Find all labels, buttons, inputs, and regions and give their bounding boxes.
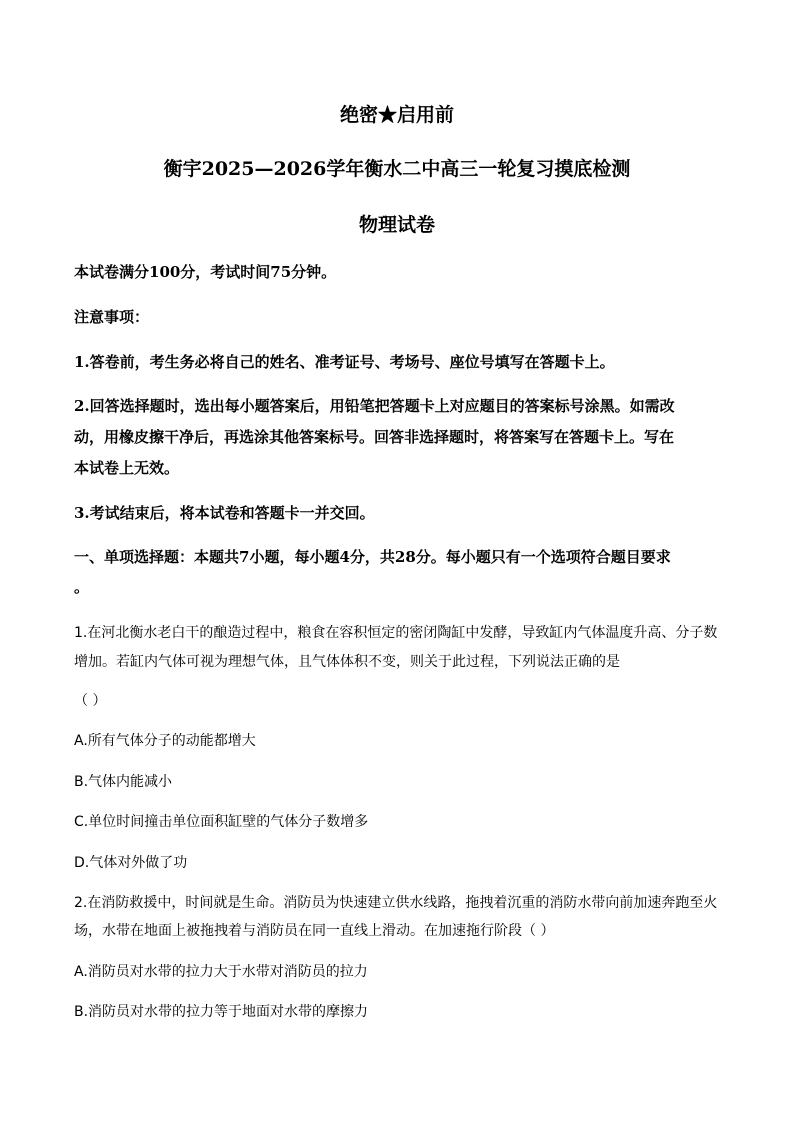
q1-stem-line-1: 1.在河北衡水老白干的酿造过程中，粮食在容积恒定的密闭陶缸中发酵，导致缸内气体温度升高、分子数: [74, 625, 718, 641]
q1-stem-line-2: 增加。若缸内气体可视为理想气体，且气体体积不变，则关于此过程，下列说法正确的是: [74, 654, 620, 670]
q2-option-b: B.消防员对水带的拉力等于地面对水带的摩擦力: [74, 1004, 369, 1020]
q1-option-d: D.气体对外做了功: [74, 855, 188, 871]
notice-item-2: 2.回答选择题时，选出每小题答案后，用铅笔把答题卡上对应题目的答案标号涂黑。如需改: [74, 397, 675, 415]
q1-option-a: A.所有气体分子的动能都增大: [74, 733, 256, 749]
q1-option-b: B.气体内能减小: [74, 774, 173, 790]
subject-title: 物理试卷: [358, 214, 435, 236]
q1-option-c: C.单位时间撞击单位面积缸壁的气体分子数增多: [74, 814, 369, 830]
notice-item-1: 1.答卷前，考生务必将自己的姓名、准考证号、考场号、座位号填写在答题卡上。: [74, 353, 615, 371]
notice-item-2-end: 本试卷上无效。: [74, 459, 180, 477]
q2-stem-line-2: 场，水带在地面上被拖拽着与消防员在同一直线上滑动。在加速拖行阶段（ ）: [74, 923, 555, 939]
section-heading: 一、单项选择题：本题共7小题，每小题4分，共28分。每小题只有一个选项符合题目要求: [74, 548, 671, 566]
notice-item-3: 3.考试结束后，将本试卷和答题卡一并交回。: [74, 504, 375, 522]
section-heading-tail: 。: [74, 578, 90, 596]
q2-option-a: A.消防员对水带的拉力大于水带对消防员的拉力: [74, 964, 368, 980]
q2-stem-line-1: 2.在消防救援中，时间就是生命。消防员为快速建立供水线路，拖拽着沉重的消防水带向前加速奔跑至火: [74, 895, 718, 911]
notice-title: 注意事项：: [74, 308, 150, 326]
confidential-mark: 绝密★启用前: [339, 104, 454, 126]
notice-item-2-cont: 动，用橡皮擦干净后，再选涂其他答案标号。回答非选择题时，将答案写在答题卡上。写在: [74, 428, 675, 446]
q1-answer-bracket: （ ）: [74, 693, 107, 709]
exam-title: 衡宇2025—2026学年衡水二中高三一轮复习摸底检测: [163, 158, 631, 180]
score-time-info: 本试卷满分100分，考试时间75分钟。: [74, 263, 337, 281]
